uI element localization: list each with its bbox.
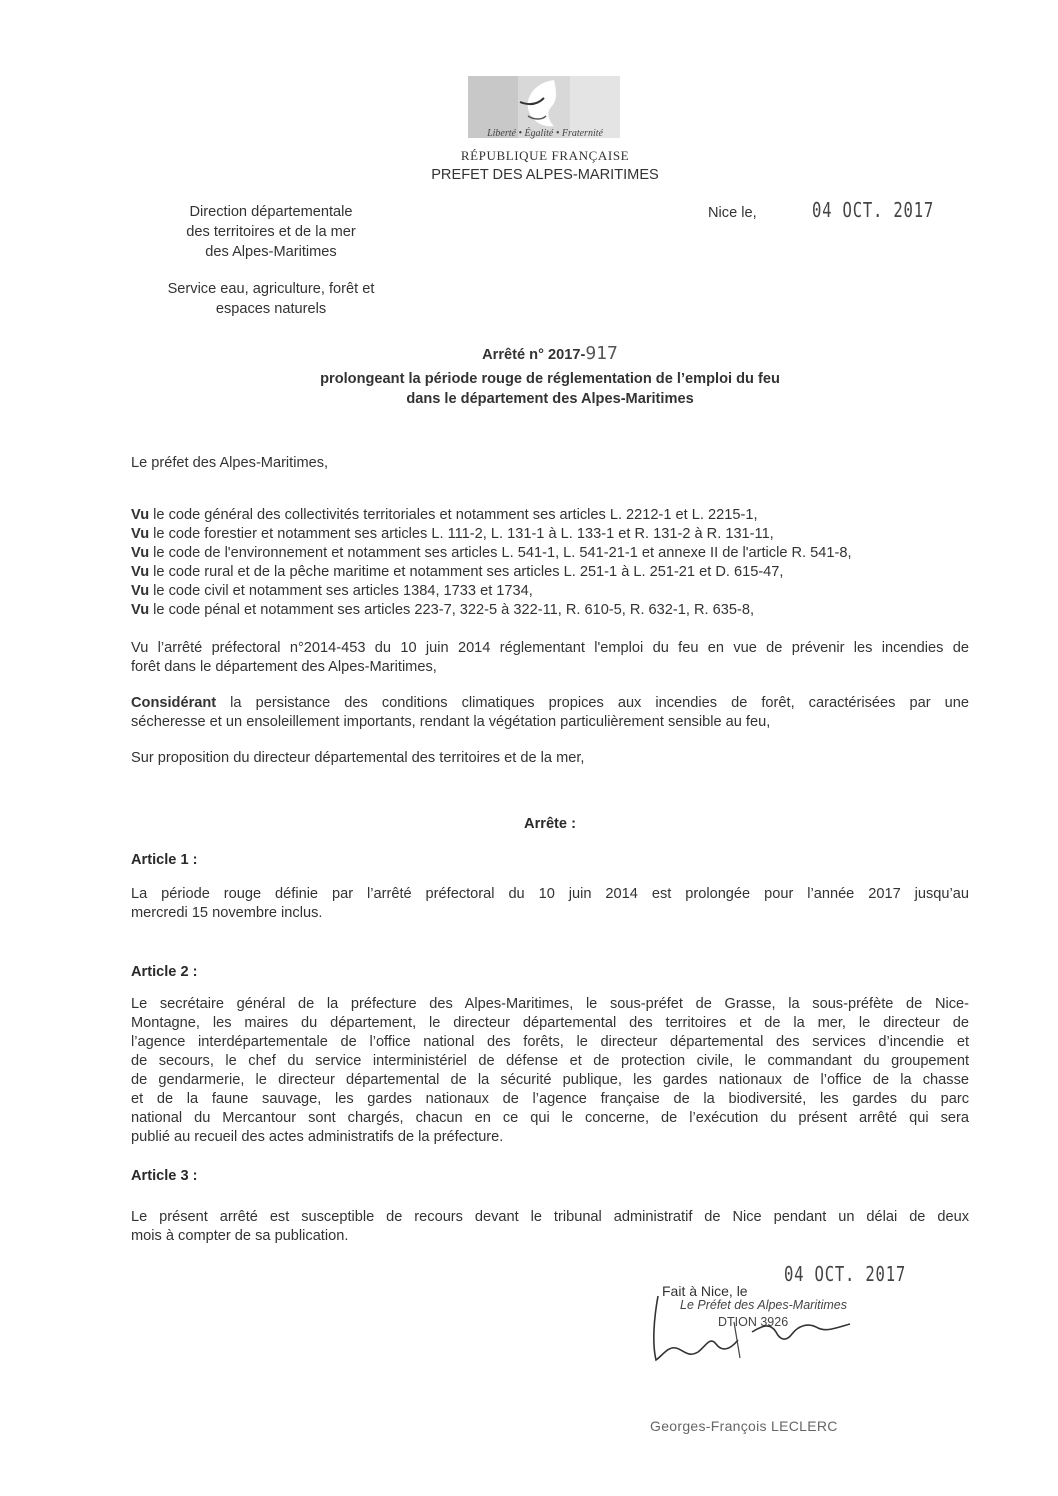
vu-line — [131, 526, 969, 542]
article-2-line: de secours, le chef du service interministériel de défense et de protection civile, le commandant du groupement — [131, 1053, 969, 1069]
vu-line — [131, 602, 969, 618]
vu-text: le code pénal et notamment ses articles 223-7, 322-5 à 322-11, R. 610-5, R. 632-1, R. 635-8, — [149, 602, 755, 618]
signatory-title: Le Préfet des Alpes-Maritimes — [680, 1298, 847, 1312]
service-line-2: espaces naturels — [215, 301, 327, 317]
signature-date-stamp: 04 OCT. 2017 — [784, 1262, 907, 1286]
article-1-line: La période rouge définie par l’arrêté préfectoral du 10 juin 2014 est prolongée pour l’année 2017 jusqu’au — [131, 886, 969, 902]
vu-keyword: Vu — [131, 602, 150, 618]
vu-text: le code de l'environnement et notamment ses articles L. 541-1, L. 541-21-1 et annexe II de l'article R. 541-8, — [149, 545, 852, 561]
article-2-line: de gendarmerie, le directeur départemental de la sécurité publique, les gardes nationaux de l’office de la chasse — [131, 1072, 969, 1088]
vu-text: le code rural et de la pêche maritime et notamment ses articles L. 251-1 à L. 251-21 et D. 615-47, — [149, 564, 784, 580]
article-3-line: mois à compter de sa publication. — [131, 1228, 349, 1244]
considerant-text: la persistance des conditions climatiques propices aux incendies de forêt, caractérisées par une — [216, 695, 969, 711]
vu-keyword: Vu — [131, 583, 150, 599]
dtion-reference: DTION 3926 — [718, 1315, 789, 1329]
article-1-line: mercredi 15 novembre inclus. — [131, 905, 323, 921]
arrete-heading: Arrête : — [524, 816, 576, 832]
handwritten-signature — [640, 1288, 880, 1388]
considerant-line-1 — [131, 695, 969, 711]
article-2-line: Le secrétaire général de la préfecture des Alpes-Maritimes, le sous-préfet de Grasse, la sous-préfète de Nice- — [131, 996, 969, 1012]
article-2-line: l’agence interdépartementale de l’office national des forêts, le directeur départemental des services d’incendie et — [131, 1034, 969, 1050]
vu-line — [131, 583, 969, 599]
vu-line — [131, 507, 969, 523]
decree-title-line-2: dans le département des Alpes-Maritimes — [406, 391, 694, 407]
department-line-2: des territoires et de la mer — [186, 224, 356, 240]
decree-number-handwritten: 917 — [585, 343, 618, 364]
service-line-1: Service eau, agriculture, forêt et — [167, 281, 375, 297]
proposition: Sur proposition du directeur départemental des territoires et de la mer, — [131, 750, 585, 766]
article-1-heading: Article 1 : — [131, 852, 198, 868]
date-place-label: Nice le, — [708, 205, 757, 221]
republic-label: RÉPUBLIQUE FRANÇAISE — [460, 148, 630, 163]
prefet-intro: Le préfet des Alpes-Maritimes, — [131, 455, 329, 471]
vu-arrete-line-2: forêt dans le département des Alpes-Maritimes, — [131, 659, 437, 675]
article-2-heading: Article 2 : — [131, 964, 198, 980]
decree-number-prefix: Arrêté n° 2017- — [482, 347, 586, 363]
article-2-line: Montagne, les maires du département, le directeur départemental des territoires et de la mer, le directeur de — [131, 1015, 969, 1031]
considerant-line-2: sécheresse et un ensoleillement importants, rendant la végétation particulièrement sensible au feu, — [131, 714, 771, 730]
vu-line — [131, 564, 969, 580]
issuing-service — [130, 279, 412, 319]
vu-keyword: Vu — [131, 545, 150, 561]
decree-title-line-1: prolongeant la période rouge de réglementation de l’emploi du feu — [320, 371, 780, 387]
vu-text: le code forestier et notamment ses articles L. 111-2, L. 131-1 à L. 133-1 et R. 131-2 à R. 131-11, — [149, 526, 774, 542]
department-line-3: des Alpes-Maritimes — [205, 244, 337, 260]
article-2-line: national du Mercantour sont chargés, chacun en ce qui le concerne, de l’exécution du présent arrêté qui sera — [131, 1110, 969, 1126]
vu-text: le code civil et notamment ses articles 1384, 1733 et 1734, — [149, 583, 533, 599]
signer-name: Georges-François LECLERC — [650, 1418, 838, 1434]
department-line-1: Direction départementale — [189, 204, 353, 220]
vu-arrete-line-1: Vu l’arrêté préfectoral n°2014-453 du 10 juin 2014 réglementant l'emploi du feu en vue de prévenir les incendies de — [131, 640, 969, 656]
considerant-keyword: Considérant — [131, 695, 217, 711]
republic-motto: Liberté • Égalité • Fraternité — [487, 128, 603, 139]
prefecture-name: PREFET DES ALPES-MARITIMES — [431, 167, 659, 183]
vu-keyword: Vu — [131, 526, 150, 542]
vu-line — [131, 545, 969, 561]
article-3-heading: Article 3 : — [131, 1168, 198, 1184]
vu-keyword: Vu — [131, 564, 150, 580]
issuing-department — [130, 202, 412, 262]
decree-number — [130, 343, 970, 364]
vu-keyword: Vu — [131, 507, 150, 523]
article-2-line: et de la faune sauvage, les gardes nationaux de l’agence française de la biodiversité, les gardes du parc — [131, 1091, 969, 1107]
article-3-line: Le présent arrêté est susceptible de recours devant le tribunal administratif de Nice pendant un délai de deux — [131, 1209, 969, 1225]
date-stamp: 04 OCT. 2017 — [812, 198, 935, 222]
fait-a-label: Fait à Nice, le — [662, 1283, 748, 1299]
article-2-line: publié au recueil des actes administratifs de la préfecture. — [131, 1129, 504, 1145]
vu-text: le code général des collectivités territoriales et notamment ses articles L. 2212-1 et L. 2215-1, — [149, 507, 758, 523]
